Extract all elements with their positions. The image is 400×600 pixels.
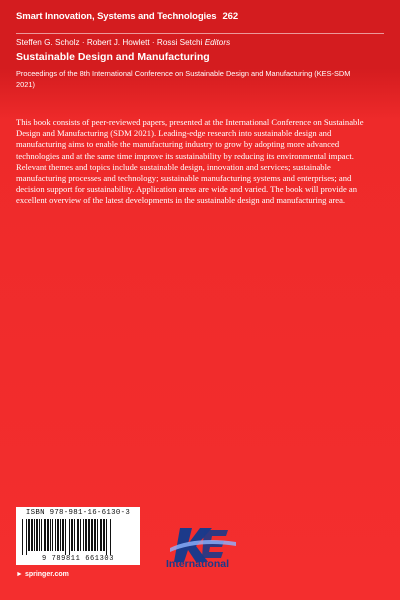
editors-role: Editors <box>204 38 231 47</box>
kes-caption: International <box>166 558 230 570</box>
publisher-link[interactable] <box>16 571 69 578</box>
barcode-digits: 9 789811 661303 <box>41 555 114 563</box>
series-line <box>16 11 238 22</box>
arrow-right-icon: ► <box>16 571 23 578</box>
book-subtitle: Proceedings of the 8th International Conference on Sustainable Design and Manufacturing (KES-SDM 2021) <box>16 69 351 89</box>
series-header <box>0 0 400 38</box>
isbn-barcode <box>16 507 140 565</box>
publisher-url: springer.com <box>24 571 69 578</box>
series-name: Smart Innovation, Systems and Technologies <box>16 11 217 22</box>
book-description: This book consists of peer-reviewed papers, presented at the International Conference on Sustainable Design and Manufacturing (SDM 2021). Leading-edge research into sustainable design and manufacturing aims to enable the manufacturing industry to grow by adopting more advanced technologies and at the same time improve its sustainability by reducing its environmental impact. Relevant themes and topics include sustainable design, innovation and services; sustainable manufacturing processes and technology; sustainable manufacturing systems and enterprises; and decision support for sustainability. Application areas are wide and varied. The book will provide an excellent overview of the latest developments in the sustainable design and manufacturing area. <box>16 117 364 206</box>
book-title: Sustainable Design and Manufacturing <box>16 51 210 63</box>
isbn-label: ISBN 978-981-16-6130-3 <box>25 509 131 517</box>
editors-line <box>16 38 230 47</box>
barcode-bars <box>22 519 134 555</box>
series-volume: 262 <box>222 11 239 22</box>
editor-names: Steffen G. Scholz · Robert J. Howlett · Rossi Setchi <box>16 38 203 47</box>
header-divider <box>16 33 384 34</box>
